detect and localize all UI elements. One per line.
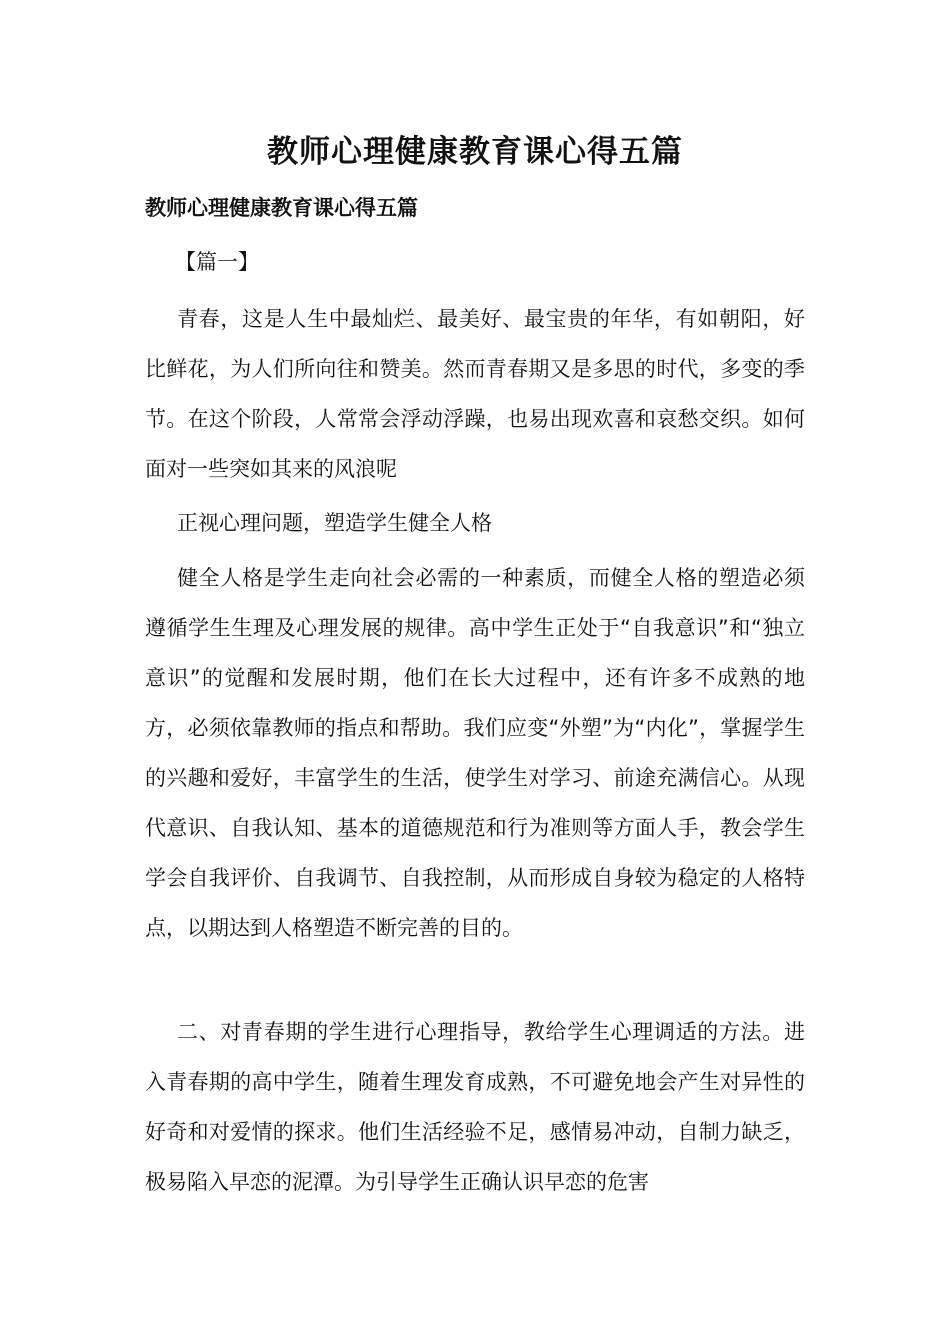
document-title: 教师心理健康教育课心得五篇	[267, 134, 683, 170]
paragraph-heading: 正视心理问题，塑造学生健全人格	[177, 511, 492, 535]
section-label: 【篇一】	[175, 250, 259, 274]
paragraph-personality: 健全人格是学生走向社会必需的一种素质，而健全人格的塑造必须遵循学生生理及心理发展的规律。高中学生正处于“自我意识”和“独立意识”的觉醒和发展时期，他们在长大过程中，还有许多不成熟的地方，必须依靠教师的指点和帮助。我们应变“外塑”为“内化”，掌握学生的兴趣和爱好，丰富学生的生活，使学生对学习、前途充满信心。从现代意识、自我认知、基本的道德规范和行为准则等方面人手，教会学生学会自我评价、自我调节、自我控制，从而形成自身较为稳定的人格特点，以期达到人格塑造不断完善的目的。	[145, 566, 805, 940]
document-subtitle: 教师心理健康教育课心得五篇	[145, 196, 418, 220]
paragraph-intro: 青春，这是人生中最灿烂、最美好、最宝贵的年华，有如朝阳，好比鲜花，为人们所向往和赞美。然而青春期又是多思的时代，多变的季节。在这个阶段，人常常会浮动浮躁，也易出现欢喜和哀愁交织。如何面对一些突如其来的风浪呢	[145, 307, 805, 481]
paragraph-adolescence: 二、对青春期的学生进行心理指导，教给学生心理调适的方法。进入青春期的高中学生，随着生理发育成熟，不可避免地会产生对异性的好奇和对爱情的探求。他们生活经验不足，感情易冲动，自制力缺乏，极易陷入早恋的泥潭。为引导学生正确认识早恋的危害	[145, 1020, 805, 1194]
